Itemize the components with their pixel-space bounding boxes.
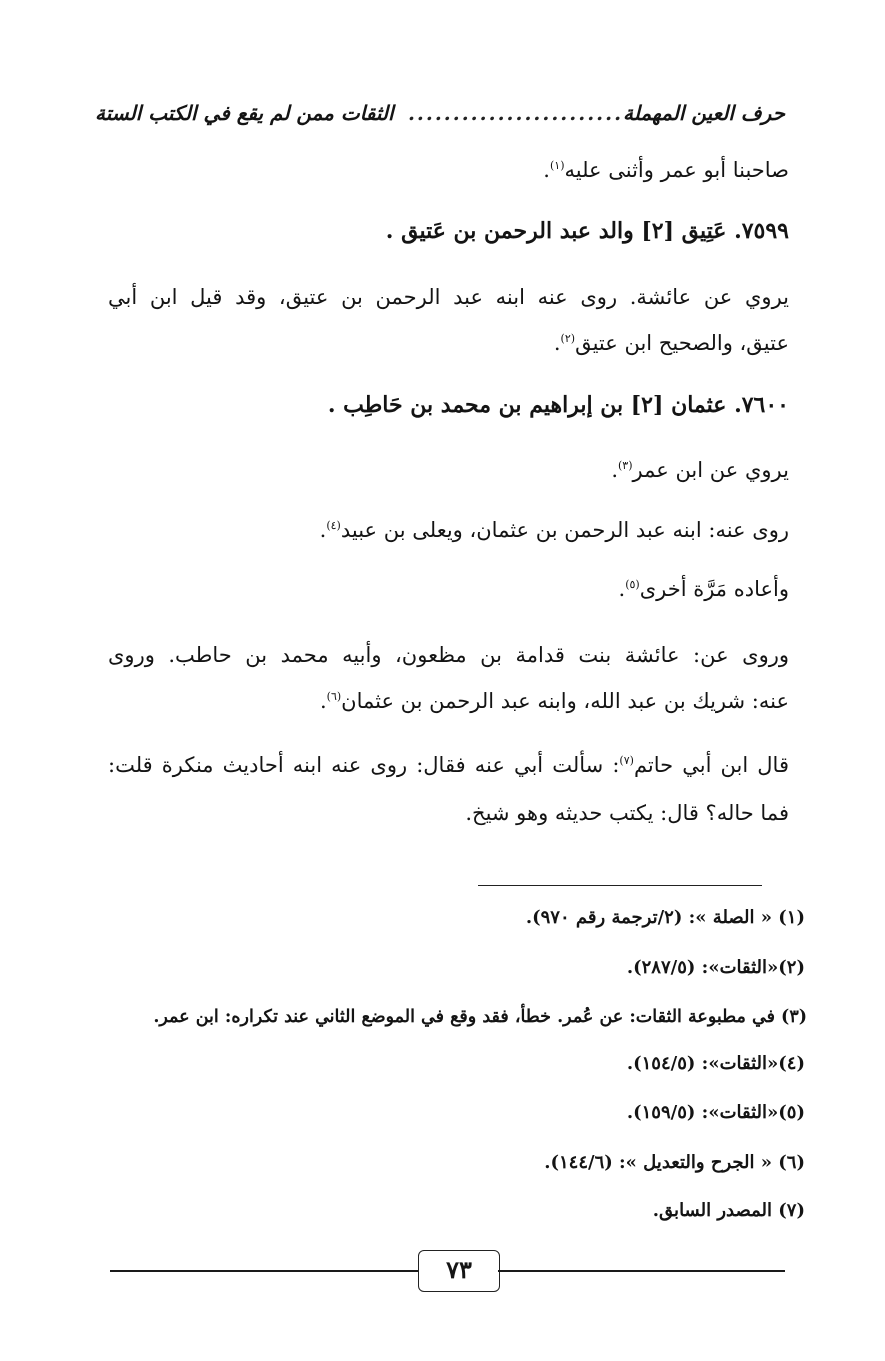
footnote-ref: (٥) bbox=[625, 578, 640, 591]
body-text: روى عنه: ابنه عبد الرحمن بن عثمان، ويعلى بن عبيد bbox=[340, 518, 789, 542]
punctuation: . bbox=[543, 158, 550, 182]
entry-7600-line-2 bbox=[108, 515, 789, 545]
footnote-3: (٣) في مطبوعة الثقات: عن عُمر. خطأ، فقد وقع في الموضع الثاني عند تكراره: ابن عمر. bbox=[153, 1007, 807, 1027]
running-header bbox=[95, 96, 785, 130]
footnote-ref: (٧) bbox=[619, 754, 634, 767]
footnote-ref: (٤) bbox=[326, 519, 341, 532]
punctuation: . bbox=[319, 689, 327, 713]
punctuation: . bbox=[618, 577, 626, 601]
footnote-ref: (٦) bbox=[326, 690, 342, 703]
footnote-ref: (٣) bbox=[618, 459, 633, 472]
body-text: عتيق، والصحيح ابن عتيق bbox=[575, 331, 789, 355]
punctuation: . bbox=[553, 331, 561, 355]
page-number: ٧٣ bbox=[418, 1250, 500, 1292]
punctuation: . bbox=[611, 458, 618, 482]
footnote-2: (٢)«الثقات»: (٢٨٧/٥). bbox=[626, 957, 805, 978]
body-text: قال ابن أبي حاتم bbox=[633, 753, 789, 777]
footnote-5: (٥)«الثقات»: (١٥٩/٥). bbox=[626, 1102, 805, 1123]
footnote-6: (٦) « الجرح والتعديل »: (١٤٤/٦). bbox=[544, 1152, 805, 1173]
body-text: صاحبنا أبو عمر وأثنى عليه bbox=[564, 158, 789, 182]
footnote-ref: (١) bbox=[549, 159, 565, 172]
entry-heading-7599: ٧٥٩٩. عَتِيق [٢] والد عبد الرحمن بن عَتيق . bbox=[385, 218, 789, 244]
header-chapter-title: حرف العين المهملة bbox=[623, 101, 785, 125]
body-text: وأعاده مَرَّة أخرى bbox=[639, 577, 789, 601]
bottom-rule-left bbox=[110, 1270, 418, 1272]
entry-7599-line-2 bbox=[108, 328, 789, 358]
entry-7599-line-1: يروي عن عائشة. روى عنه ابنه عبد الرحمن بن عتيق، وقد قيل ابن أبي bbox=[108, 285, 789, 309]
footnote-ref: (٢) bbox=[560, 332, 576, 345]
bottom-rule-right bbox=[498, 1270, 785, 1272]
header-book-title: الثقات ممن لم يقع في الكتب الستة bbox=[95, 101, 394, 125]
body-text: يروي عن ابن عمر bbox=[632, 458, 789, 482]
body-text: : سألت أبي عنه فقال: روى عنه ابنه أحاديث منكرة قلت: bbox=[108, 753, 620, 777]
body-text: عنه: شريك بن عبد الله، وابنه عبد الرحمن بن عثمان bbox=[341, 689, 789, 713]
entry-7600-line-4: وروى عن: عائشة بنت قدامة بن مظعون، وأبيه محمد بن حاطب. وروى bbox=[108, 643, 789, 667]
entry-7600-line-7: فما حاله؟ قال: يكتب حديثه وهو شيخ. bbox=[465, 801, 789, 825]
body-line-1 bbox=[108, 155, 789, 185]
footnote-separator bbox=[478, 885, 762, 886]
footnote-4: (٤)«الثقات»: (١٥٤/٥). bbox=[626, 1053, 805, 1074]
entry-7600-line-3 bbox=[108, 574, 789, 604]
entry-heading-7600: ٧٦٠٠. عثمان [٢] بن إبراهيم بن محمد بن حَاطِب . bbox=[327, 392, 789, 418]
entry-7600-line-1 bbox=[108, 455, 789, 485]
header-dot-leader: ........................ bbox=[407, 101, 624, 125]
footnote-1: (١) « الصلة »: (٢/ترجمة رقم ٩٧٠). bbox=[525, 907, 805, 928]
entry-7600-line-5 bbox=[108, 686, 789, 716]
footnote-7: (٧) المصدر السابق. bbox=[652, 1200, 805, 1221]
punctuation: . bbox=[319, 518, 327, 542]
entry-7600-line-6 bbox=[108, 750, 789, 780]
